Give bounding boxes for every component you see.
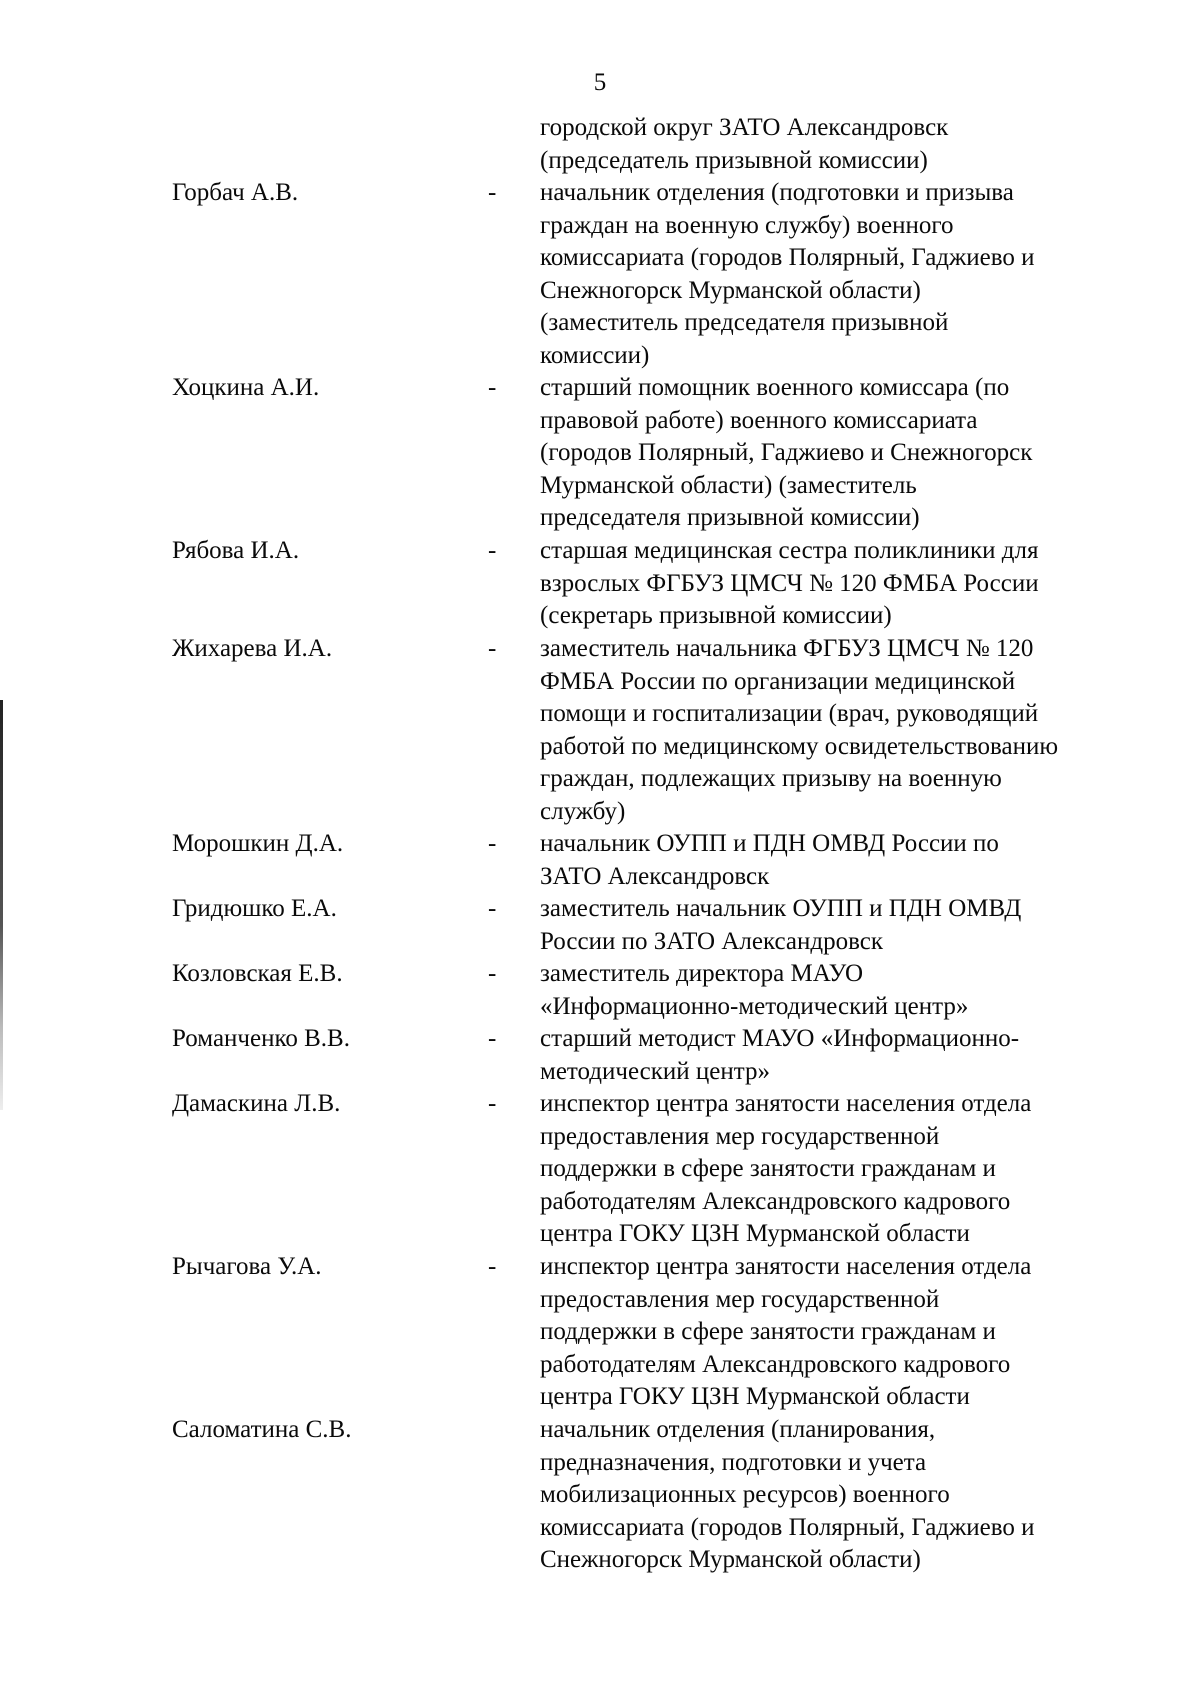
role-line: комиссии) xyxy=(540,341,650,369)
role-line: правовой работе) военного комиссариата xyxy=(540,406,978,434)
role-line: комиссариата (городов Полярный, Гаджиево и xyxy=(540,1513,1035,1541)
role-line: центра ГОКУ ЦЗН Мурманской области xyxy=(540,1383,970,1410)
dash-separator: - xyxy=(488,179,497,206)
role-line: начальник ОУПП и ПДН ОМВД России по xyxy=(540,830,999,857)
role-line: работодателям Александровского кадрового xyxy=(540,1187,1011,1215)
role-line: старший помощник военного комиссара (по xyxy=(540,374,1010,401)
member-role xyxy=(540,633,1140,828)
role-line: (заместитель председателя призывной xyxy=(540,309,949,336)
role-line: заместитель начальника ФГБУЗ ЦМСЧ № 120 xyxy=(540,635,1034,662)
dash-separator: - xyxy=(488,374,497,401)
role-line: Снежногорск Мурманской области) xyxy=(540,1546,921,1573)
role-line: (секретарь призывной комиссии) xyxy=(540,602,892,629)
role-line: (городов Полярный, Гаджиево и Снежногорск xyxy=(540,439,1033,466)
member-name: Гридюшко Е.А. xyxy=(172,895,337,922)
member-name: Козловская Е.В. xyxy=(172,960,343,987)
role-line: председателя призывной комиссии) xyxy=(540,504,920,531)
role-line: «Информационно-методический центр» xyxy=(540,992,969,1020)
member-name: Хоцкина А.И. xyxy=(172,374,320,401)
role-line: инспектор центра занятости населения отдела xyxy=(540,1090,1032,1117)
member-name: Рычагова У.А. xyxy=(172,1253,322,1280)
role-line: комиссариата (городов Полярный, Гаджиево и xyxy=(540,244,1035,271)
role-line: работой по медицинскому освидетельствованию xyxy=(540,732,1059,760)
member-role xyxy=(540,893,1140,958)
member-role xyxy=(540,828,1140,893)
role-line: Мурманской области) (заместитель xyxy=(540,471,917,499)
role-line: центра ГОКУ ЦЗН Мурманской области xyxy=(540,1220,970,1247)
member-role xyxy=(540,177,1140,372)
member-role xyxy=(540,1023,1140,1088)
member-name: Саломатина С.В. xyxy=(172,1416,352,1443)
role-line: граждан, подлежащих призыву на военную xyxy=(540,765,1002,792)
role-line: России по ЗАТО Александровск xyxy=(540,927,884,955)
member-name: Дамаскина Л.В. xyxy=(172,1090,341,1117)
role-line: Снежногорск Мурманской области) xyxy=(540,276,921,304)
continuation-text xyxy=(540,112,1140,177)
member-role xyxy=(540,1414,1140,1577)
member-name: Горбач А.В. xyxy=(172,179,299,206)
role-line: инспектор центра занятости населения отдела xyxy=(540,1253,1032,1280)
dash-separator: - xyxy=(488,830,497,857)
member-role xyxy=(540,372,1140,535)
dash-separator: - xyxy=(488,1253,497,1280)
role-line: ФМБА России по организации медицинской xyxy=(540,667,1016,695)
role-line: мобилизационных ресурсов) военного xyxy=(540,1481,950,1508)
role-line: начальник отделения (планирования, xyxy=(540,1416,936,1443)
role-line: предоставления мер государственной xyxy=(540,1285,940,1313)
role-line: начальник отделения (подготовки и призыва xyxy=(540,179,1014,206)
dash-separator: - xyxy=(488,895,497,922)
page-number: 5 xyxy=(593,69,607,96)
dash-separator: - xyxy=(488,1090,497,1117)
member-name: Рябова И.А. xyxy=(172,537,300,564)
member-name: Морошкин Д.А. xyxy=(172,830,344,857)
member-role xyxy=(540,1251,1140,1414)
role-line: работодателям Александровского кадрового xyxy=(540,1350,1011,1378)
role-line: поддержки в сфере занятости гражданам и xyxy=(540,1318,996,1345)
role-line: старшая медицинская сестра поликлиники для xyxy=(540,537,1039,564)
role-line: заместитель начальник ОУПП и ПДН ОМВД xyxy=(540,895,1022,922)
role-line: старший методист МАУО «Информационно- xyxy=(540,1025,1020,1052)
member-role xyxy=(540,1088,1140,1251)
member-role xyxy=(540,958,1140,1023)
dash-separator: - xyxy=(488,537,497,564)
role-line: поддержки в сфере занятости гражданам и xyxy=(540,1155,996,1182)
dash-separator: - xyxy=(488,1025,497,1052)
member-name: Романченко В.В. xyxy=(172,1025,350,1052)
role-line: предоставления мер государственной xyxy=(540,1122,940,1150)
dash-separator: - xyxy=(488,960,497,987)
role-line: ЗАТО Александровск xyxy=(540,862,770,890)
role-line: помощи и госпитализации (врач, руководящий xyxy=(540,700,1039,727)
role-line: службу) xyxy=(540,797,626,825)
scan-edge-mark xyxy=(0,700,3,1110)
member-name: Жихарева И.А. xyxy=(172,635,333,662)
role-line: заместитель директора МАУО xyxy=(540,960,864,987)
role-line: предназначения, подготовки и учета xyxy=(540,1448,927,1476)
continuation-line: (председатель призывной комиссии) xyxy=(540,146,928,174)
continuation-line: городской округ ЗАТО Александровск xyxy=(540,114,949,141)
member-role xyxy=(540,535,1140,633)
dash-separator: - xyxy=(488,635,497,662)
role-line: граждан на военную службу) военного xyxy=(540,211,954,239)
role-line: методический центр» xyxy=(540,1057,771,1085)
role-line: взрослых ФГБУЗ ЦМСЧ № 120 ФМБА России xyxy=(540,569,1039,597)
